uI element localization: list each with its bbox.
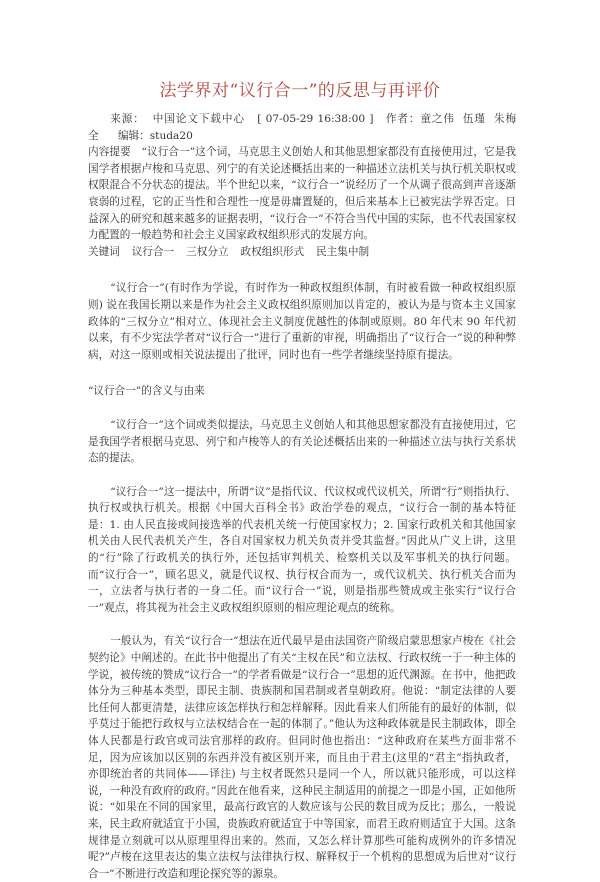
keyword: 政权组织形式 bbox=[240, 245, 305, 258]
source-link[interactable]: 中国论文下载中心 bbox=[152, 113, 245, 125]
section-heading: “议行合一”的含义与由来 bbox=[88, 385, 205, 398]
keyword: 民主集中制 bbox=[316, 245, 370, 258]
author-label: 作者： bbox=[385, 113, 421, 125]
editor: studa20 bbox=[149, 129, 193, 142]
paragraph: “议行合一”这一提法中，所谓“议”是指代议、代议权或代议机关，所谓“行”则指执行、执行权或执行机关。根据《中国大百科全书》政治学卷的观点，“议行合一制的基本特征是：1. 由人民直接或间接选举的代表机关统一行使国家权力；2. 国家行政机关和其他国家机关由人民代表机关产生，各自对国家权力机关负责并受其监督。”因此从广义上讲，这里的“行”除了行政机关的执行外，还包括审判机关、检察机关以及军事机关的执行问题。而“议行合一”，顾名思义，就是代议权、执行权合而为一，或代议机关、执行机关合而为一，立法者与执行者的一身二任。而“议行合一”说，则是指那些赞成或主张实行“议行合一”观点，将其视为社会主义政权组织原则的相应理论观点的统称。 bbox=[88, 485, 516, 614]
keywords bbox=[88, 244, 516, 261]
article-title: 法学界对“议行合一”的反思与再评价 bbox=[159, 81, 441, 101]
abstract-label: 内容提要 bbox=[88, 146, 131, 159]
paragraph: 一般认为，有关“议行合一”想法在近代最早是由法国资产阶级启蒙思想家卢梭在《社会契约论》中阐述的。在此书中他提出了有关“主权在民”和立法权、行政权统一于一种主体的学说，被传统的赞成“议行合一”的学者看做是“议行合一”思想的近代渊源。在书中，他把政体分为三种基本类型，即民主制、贵族制和国君制或者皇朝政府。他说：“制定法律的人要比任何人都更清楚，法律应该怎样执行和怎样解释。因此看来人们所能有的最好的体制，似乎莫过于能把行政权与立法权结合在一起的体制了。”他认为这种政体就是民主制政体，即全体人民都是行政官或司法官那样的政府。但同时他也指出：“这种政府在某些方面非常不足，因为应该加以区别的东西并没有被区别开来，而且由于君主(这里的“君主”指执政者，亦即统治者的共同体——译注) 与主权者既然只是同一个人，所以就只能形成，可以这样说，一种没有政府的政府。”因此在他看来，这种民主制适用的前提之一即是小国，正如他所说：“如果在不同的国家里，最高行政官的人数应该与公民的数目成为反比；那么，一般说来，民主政府就适宜于小国，贵族政府就适宜于中等国家，而君王政府则适宜于大国。这条规律是立刻就可以从原理里得出来的。然而，又怎么样计算那些可能构成例外的许多情况呢?”卢梭在这里表达的集立法权与法律执行权、解释权于一个机构的思想成为后世对“议行合一”不断进行改造和理论探究等的源泉。 bbox=[88, 635, 516, 880]
abstract bbox=[88, 144, 516, 244]
paragraph: “议行合一”这个词或类似提法，马克思主义创始人和其他思想家都没有直接使用过，它是我国学者根据马克思、列宁和卢梭等人的有关论述概括出来的一种描述立法与执行关系状态的提法。 bbox=[88, 418, 516, 465]
keyword: 议行合一 bbox=[131, 245, 175, 258]
paragraph: “议行合一”(有时作为学说，有时作为一种政权组织体制，有时被看做一种政权组织原则) 说在我国长期以来是作为社会主义政权组织原则加以肯定的，被认为是与资本主义国家政体的“三权分立”相对立、体现社会主义制度优越性的体制或原则。80 年代末 90 年代初以来，有不少宪法学者对“议行合一”进行了重新的审视，明确指出了“议行合一”说的种种弊病，对这一原则或相关说法提出了批评，同时也有一些学者继续坚持原有提法。 bbox=[88, 282, 516, 361]
abstract-text: “议行合一”这个词，马克思主义创始人和其他思想家都没有直接使用过，它是我国学者根据卢梭和马克思、列宁的有关论述概括出来的一种描述立法机关与执行机关职权或权限混合不分状态的提法。半个世纪以来，“议行合一”说经历了一个从调子很高到声音逐渐衰弱的过程，它的正当性和合理性一度是毋庸置疑的，但后来基本上已被宪法学界否定。日益深入的研究和越来越多的证据表明，“议行合一”不符合当代中国的实际，也不代表国家权力配置的一般趋势和社会主义国家政权组织形式的发展方向。 bbox=[88, 146, 517, 242]
author: 朱梅全 bbox=[88, 113, 517, 142]
article-body bbox=[88, 111, 516, 882]
author: 伍瑾 bbox=[462, 113, 486, 125]
author: 童之伟 bbox=[420, 113, 455, 125]
keywords-label: 关键词 bbox=[88, 245, 120, 258]
article-meta bbox=[88, 111, 516, 144]
keyword: 三权分立 bbox=[186, 245, 229, 258]
editor-label: 编辑： bbox=[117, 129, 150, 142]
publish-datetime: [ 07-05-29 16:38:00 ] bbox=[257, 113, 374, 125]
source-label: 来源： bbox=[110, 113, 145, 125]
